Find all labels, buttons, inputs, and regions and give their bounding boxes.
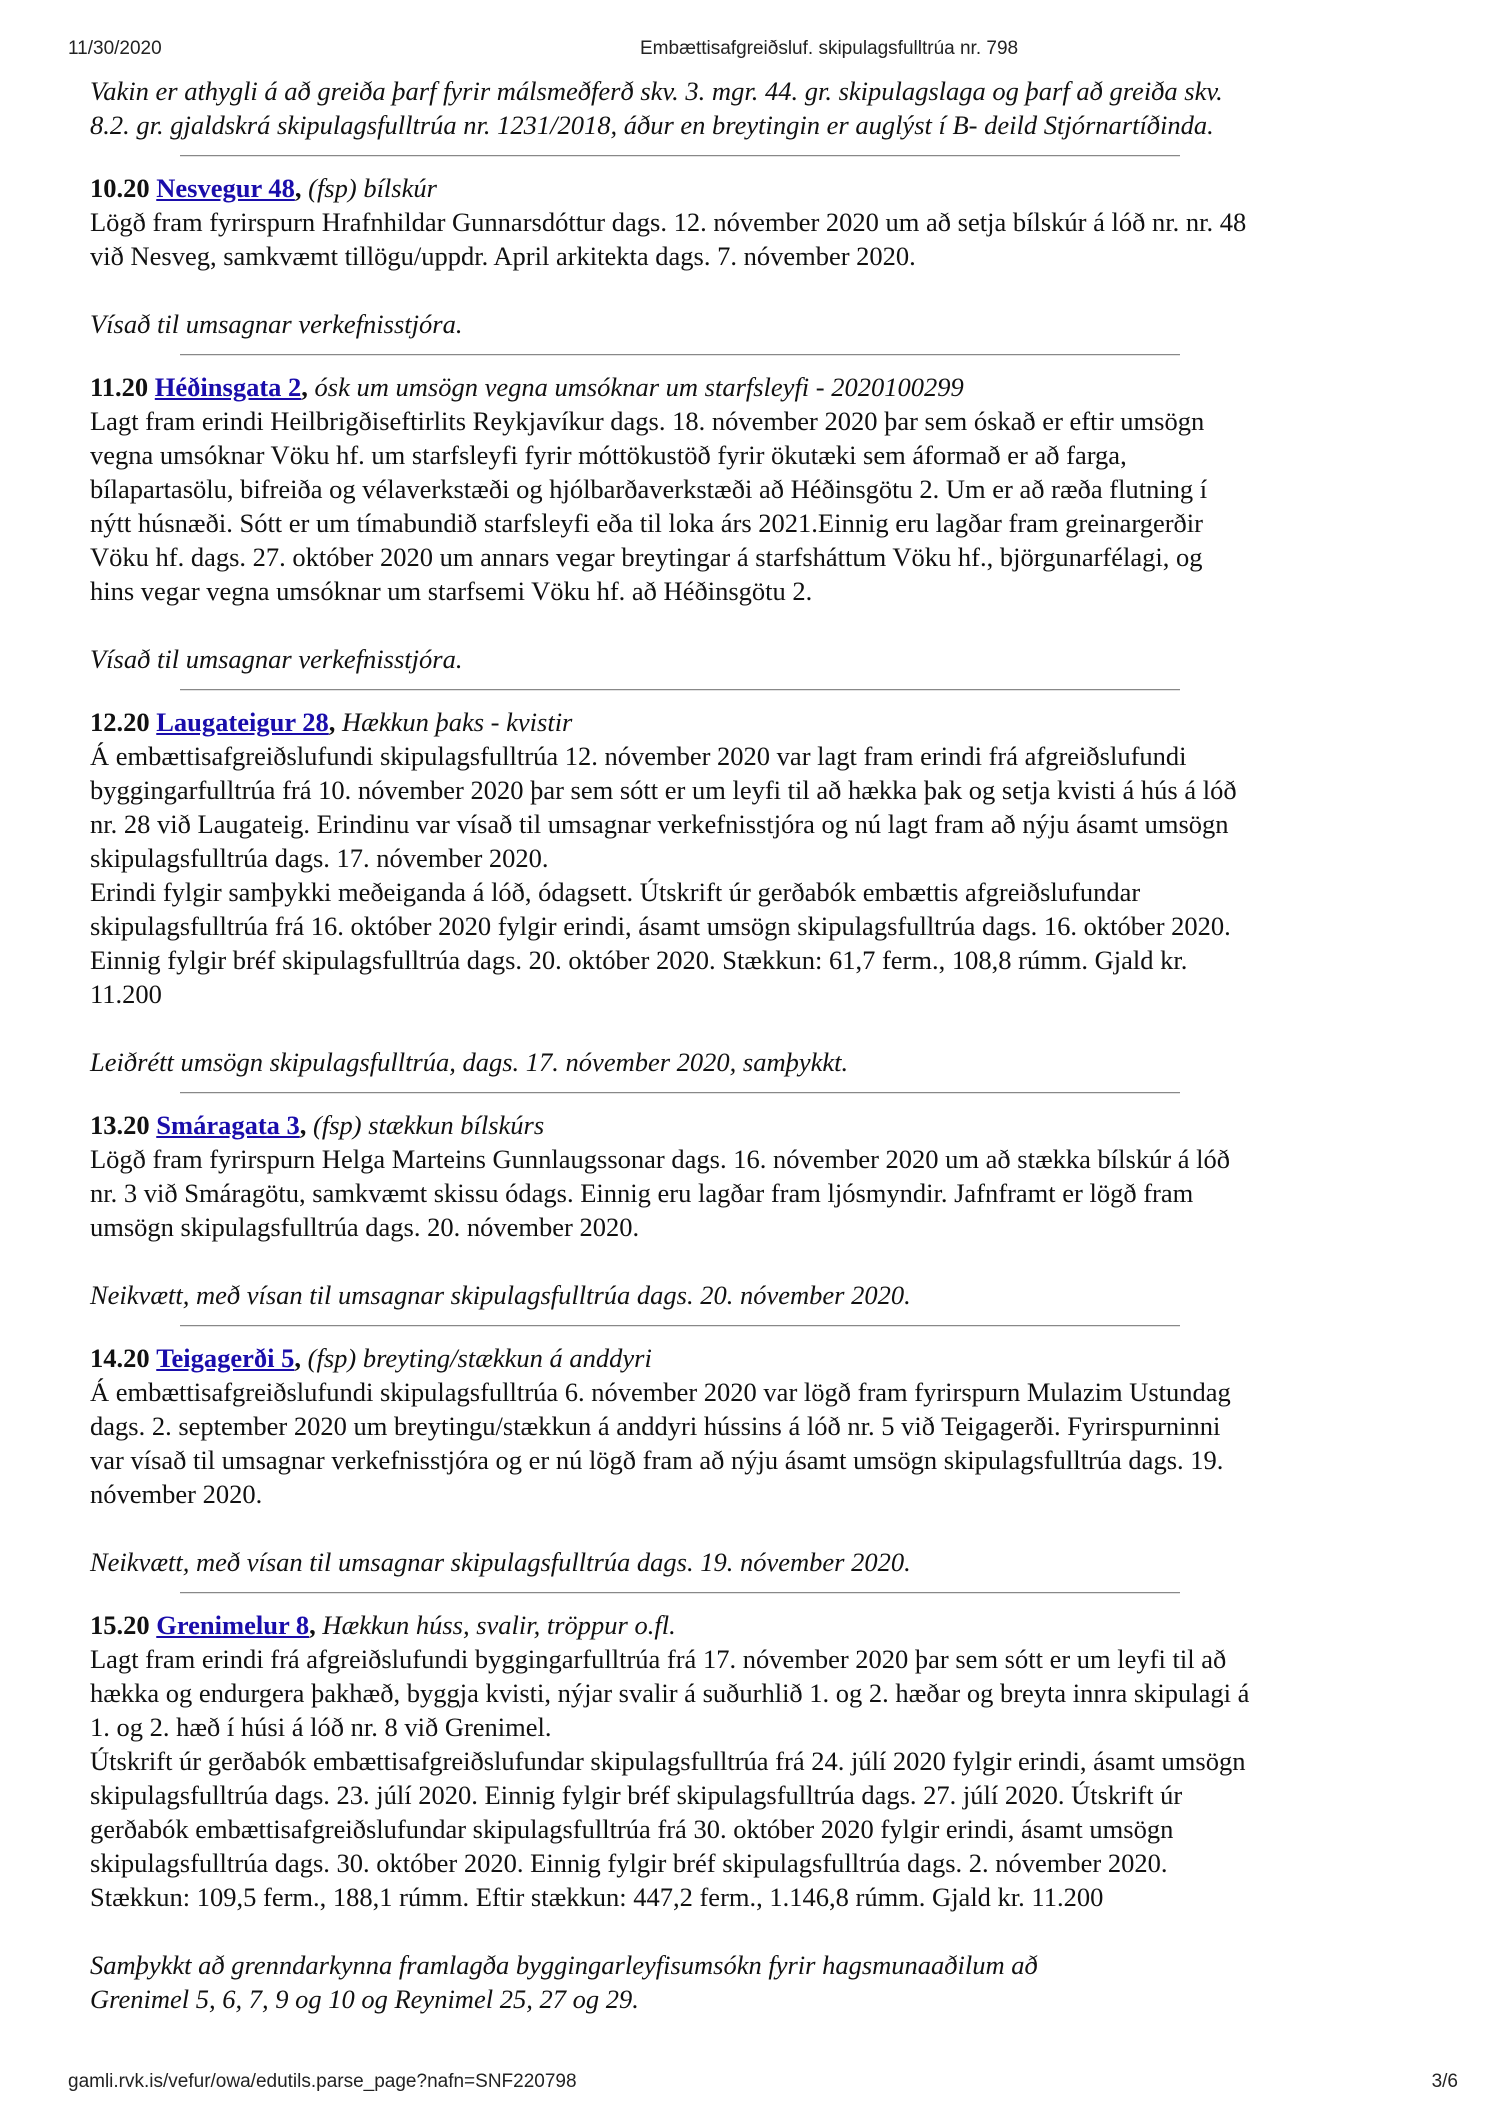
address-link[interactable]: Nesvegur 48 [156, 173, 295, 203]
document-content [90, 74, 1430, 2016]
body-line: Á embættisafgreiðslufundi skipulagsfulltrúa 6. nóvember 2020 var lögð fram fyrirspurn Mulazim Ustundag [90, 1377, 1231, 1407]
agenda-item-title [90, 1341, 1430, 1375]
body-line: Erindi fylgir samþykki meðeiganda á lóð, ódagsett. Útskrift úr gerðabók embættis afgreiðslufundar [90, 877, 1141, 907]
divider [180, 689, 1180, 691]
decision-line: Neikvætt, með vísan til umsagnar skipulagsfulltrúa dags. 20. nóvember 2020. [90, 1280, 911, 1310]
agenda-item [90, 1341, 1430, 1594]
title-comma: , [301, 372, 308, 402]
address-link[interactable]: Héðinsgata 2 [154, 372, 302, 402]
intro-line: 8.2. gr. gjaldskrá skipulagsfulltrúa nr. 1231/2018, áður en breytingin er auglýst í B- deild Stjórnartíðinda. [90, 110, 1214, 140]
intro-line: Vakin er athygli á að greiða þarf fyrir málsmeðferð skv. 3. mgr. 44. gr. skipulagslaga og þarf að greiða skv. [90, 76, 1223, 106]
agenda-item-subtitle: (fsp) stækkun bílskúrs [313, 1110, 545, 1140]
decision-line: Grenimel 5, 6, 7, 9 og 10 og Reynimel 25, 27 og 29. [90, 1984, 639, 2014]
agenda-item-subtitle: Hækkun húss, svalir, tröppur o.fl. [322, 1610, 676, 1640]
body-line: Lögð fram fyrirspurn Helga Marteins Gunnlaugssonar dags. 16. nóvember 2020 um að stækka bílskúr á lóð [90, 1144, 1231, 1174]
body-line: Stækkun: 109,5 ferm., 188,1 rúmm. Eftir stækkun: 447,2 ferm., 1.146,8 rúmm. Gjald kr. 11.200 [90, 1882, 1104, 1912]
body-line: Lögð fram fyrirspurn Hrafnhildar Gunnarsdóttur dags. 12. nóvember 2020 um að setja bílskúr á lóð nr. nr. 48 [90, 207, 1247, 237]
agenda-item-title [90, 1608, 1430, 1642]
body-line: hækka og endurgera þakhæð, byggja kvisti, nýjar svalir á suðurhlið 1. og 2. hæðar og breyta innra skipulagi á [90, 1678, 1250, 1708]
agenda-item-subtitle: ósk um umsögn vegna umsóknar um starfsleyfi - 2020100299 [314, 372, 964, 402]
agenda-item-number: 10.20 [90, 173, 150, 203]
agenda-item-subtitle: (fsp) breyting/stækkun á anddyri [307, 1343, 652, 1373]
agenda-item-number: 14.20 [90, 1343, 150, 1373]
address-link[interactable]: Laugateigur 28 [156, 707, 329, 737]
body-line: nr. 3 við Smáragötu, samkvæmt skissu ódags. Einnig eru lagðar fram ljósmyndir. Jafnframt er lögð fram [90, 1178, 1194, 1208]
decision-line: Vísað til umsagnar verkefnisstjóra. [90, 309, 463, 339]
title-comma: , [294, 173, 302, 203]
agenda-item-subtitle: Hækkun þaks - kvistir [342, 707, 573, 737]
body-line: skipulagsfulltrúa dags. 23. júlí 2020. Einnig fylgir bréf skipulagsfulltrúa dags. 27. júlí 2020. Útskrift úr [90, 1780, 1183, 1810]
body-line: skipulagsfulltrúa frá 16. október 2020 fylgir erindi, ásamt umsögn skipulagsfulltrúa dags. 16. október 2020. [90, 911, 1231, 941]
divider [180, 1325, 1180, 1327]
body-line: nr. 28 við Laugateig. Erindinu var vísað til umsagnar verkefnisstjóra og nú lagt fram að nýju ásamt umsögn [90, 809, 1229, 839]
agenda-item [90, 171, 1430, 356]
body-line: hins vegar vegna umsóknar um starfsemi Vöku hf. að Héðinsgötu 2. [90, 576, 813, 606]
body-line: Á embættisafgreiðslufundi skipulagsfulltrúa 12. nóvember 2020 var lagt fram erindi frá afgreiðslufundi [90, 741, 1187, 771]
spacer [90, 1914, 1430, 1948]
agenda-item [90, 1608, 1430, 2016]
spacer [90, 1011, 1430, 1045]
agenda-item-number: 11.20 [90, 372, 149, 402]
divider [180, 1592, 1180, 1594]
spacer [90, 608, 1430, 642]
print-date: 11/30/2020 [68, 38, 162, 59]
print-title: Embættisafgreiðsluf. skipulagsfulltrúa nr. 798 [640, 38, 1019, 59]
page-number: 3/6 [1431, 2071, 1458, 2092]
spacer [90, 273, 1430, 307]
body-line: Vöku hf. dags. 27. október 2020 um annars vegar breytingar á starfsháttum Vöku hf., björgunarfélagi, og [90, 542, 1203, 572]
divider [180, 354, 1180, 356]
body-line: vegna umsóknar Vöku hf. um starfsleyfi fyrir móttökustöð fyrir ökutæki sem áformað er að farga, [90, 440, 1127, 470]
address-link[interactable]: Teigagerði 5 [156, 1343, 295, 1373]
address-link[interactable]: Smáragata 3 [156, 1110, 300, 1140]
body-line: 11.200 [90, 979, 162, 1009]
body-line: nýtt húsnæði. Sótt er um tímabundið starfsleyfi eða til loka árs 2021.Einnig eru lagðar fram greinargerðir [90, 508, 1203, 538]
spacer [90, 1244, 1430, 1278]
title-comma: , [328, 707, 336, 737]
body-line: var vísað til umsagnar verkefnisstjóra og er nú lögð fram að nýju ásamt umsögn skipulagsfulltrúa dags. 19. [90, 1445, 1224, 1475]
body-line: Einnig fylgir bréf skipulagsfulltrúa dags. 20. október 2020. Stækkun: 61,7 ferm., 108,8 rúmm. Gjald kr. [90, 945, 1188, 975]
body-line: nóvember 2020. [90, 1479, 263, 1509]
title-comma: , [299, 1110, 307, 1140]
title-comma: , [309, 1610, 316, 1640]
agenda-item-number: 15.20 [90, 1610, 150, 1640]
body-line: Útskrift úr gerðabók embættisafgreiðslufundar skipulagsfulltrúa frá 24. júlí 2020 fylgir erindi, ásamt umsögn [90, 1746, 1246, 1776]
divider [180, 155, 1180, 157]
body-line: skipulagsfulltrúa dags. 30. október 2020. Einnig fylgir bréf skipulagsfulltrúa dags. 2. nóvember 2020. [90, 1848, 1168, 1878]
body-line: dags. 2. september 2020 um breytingu/stækkun á anddyri hússins á lóð nr. 5 við Teigagerði. Fyrirspurninni [90, 1411, 1221, 1441]
body-line: umsögn skipulagsfulltrúa dags. 20. nóvember 2020. [90, 1212, 640, 1242]
body-line: byggingarfulltrúa frá 10. nóvember 2020 þar sem sótt er um leyfi til að hækka þak og setja kvisti á hús á lóð [90, 775, 1237, 805]
agenda-item-title [90, 1108, 1430, 1142]
agenda-item-number: 12.20 [90, 707, 150, 737]
agenda-item [90, 705, 1430, 1094]
body-line: Lagt fram erindi frá afgreiðslufundi byggingarfulltrúa frá 17. nóvember 2020 þar sem sótt er um leyfi til að [90, 1644, 1227, 1674]
body-line: við Nesveg, samkvæmt tillögu/uppdr. April arkitekta dags. 7. nóvember 2020. [90, 241, 916, 271]
agenda-item-subtitle: (fsp) bílskúr [308, 173, 437, 203]
decision-line: Leiðrétt umsögn skipulagsfulltrúa, dags. 17. nóvember 2020, samþykkt. [90, 1047, 849, 1077]
agenda-item-title [90, 171, 1430, 205]
body-line: Lagt fram erindi Heilbrigðiseftirlits Reykjavíkur dags. 18. nóvember 2020 þar sem óskað er eftir umsögn [90, 406, 1205, 436]
divider [180, 1092, 1180, 1094]
agenda-item-title [90, 705, 1430, 739]
print-url: gamli.rvk.is/vefur/owa/edutils.parse_page?nafn=SNF220798 [68, 2071, 577, 2092]
address-link[interactable]: Grenimelur 8 [156, 1610, 310, 1640]
decision-line: Neikvætt, með vísan til umsagnar skipulagsfulltrúa dags. 19. nóvember 2020. [90, 1547, 911, 1577]
agenda-item [90, 1108, 1430, 1327]
agenda-item [90, 370, 1430, 691]
body-line: skipulagsfulltrúa dags. 17. nóvember 2020. [90, 843, 549, 873]
title-comma: , [294, 1343, 302, 1373]
spacer [90, 1511, 1430, 1545]
decision-line: Samþykkt að grenndarkynna framlagða byggingarleyfisumsókn fyrir hagsmunaaðilum að [90, 1950, 1038, 1980]
body-line: bílapartasölu, bifreiða og vélaverkstæði og hjólbarðaverkstæði að Héðinsgötu 2. Um er að ræða flutning í [90, 474, 1208, 504]
body-line: 1. og 2. hæð í húsi á lóð nr. 8 við Grenimel. [90, 1712, 552, 1742]
agenda-item-number: 13.20 [90, 1110, 150, 1140]
intro-notice [90, 74, 1430, 142]
decision-line: Vísað til umsagnar verkefnisstjóra. [90, 644, 463, 674]
agenda-item-title [90, 370, 1430, 404]
body-line: gerðabók embættisafgreiðslufundar skipulagsfulltrúa frá 30. október 2020 fylgir erindi, ásamt umsögn [90, 1814, 1174, 1844]
